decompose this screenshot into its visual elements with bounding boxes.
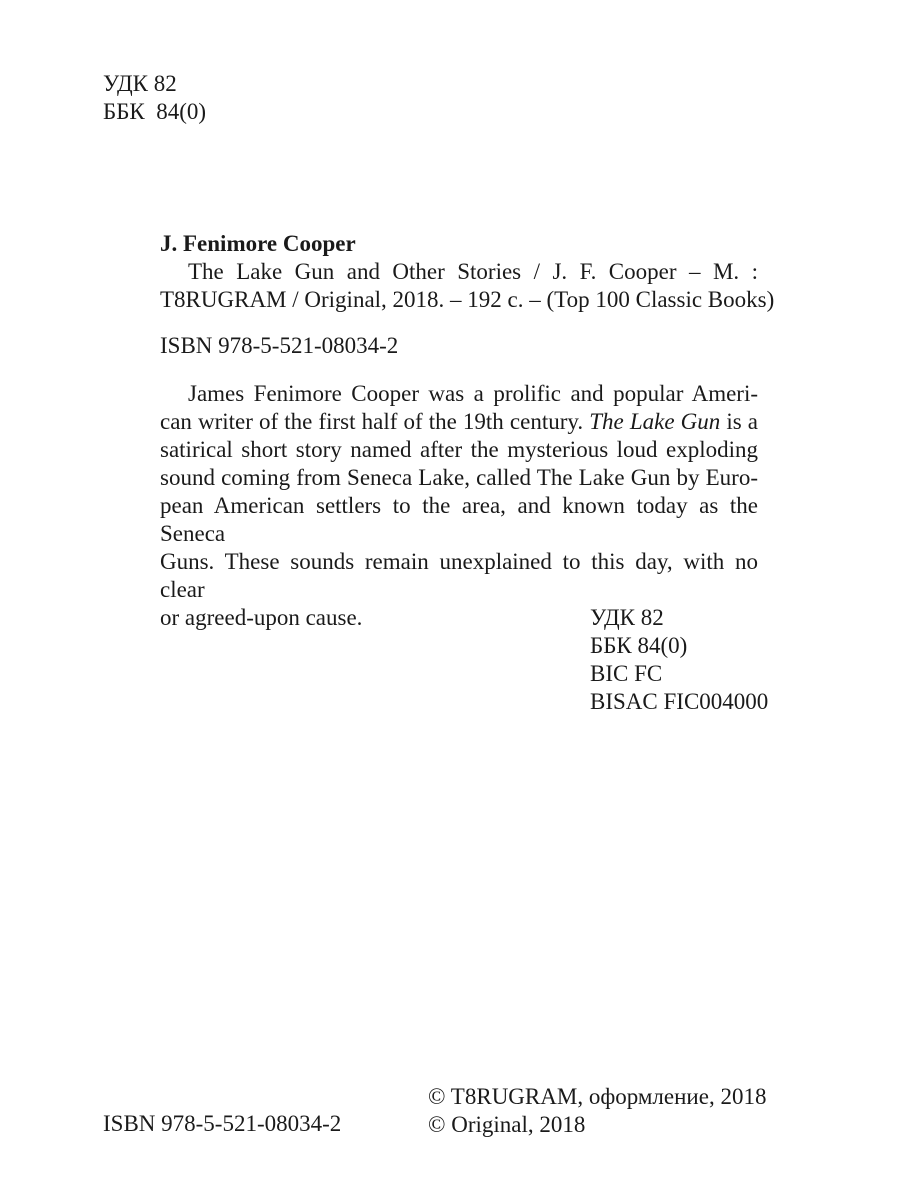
card-isbn: ISBN 978-5-521-08034-2 (160, 333, 399, 358)
annotation-line-5: pean American settlers to the area, and known today as the Seneca (160, 493, 758, 546)
annotation-line-7: or agreed-upon cause. (160, 605, 363, 630)
bisac-code: BISAC FIC004000 (590, 689, 769, 714)
udk-code-right: УДК 82 (590, 605, 664, 630)
annotation-line-2-end: is a (720, 409, 758, 434)
copyright-line-1: © T8RUGRAM, оформление, 2018 (428, 1084, 767, 1109)
catalog-card (160, 230, 775, 632)
bbk-code-right: ББК 84(0) (590, 633, 688, 658)
book-title-italic: The Lake Gun (589, 409, 721, 434)
footer-isbn (103, 1110, 341, 1138)
bbk-code: ББК 84(0) (103, 99, 207, 124)
annotation-line-1: James Fenimore Cooper was a prolific and popular Ameri- (188, 381, 758, 406)
annotation-line-3: satirical short story named after the mysterious loud exploding (160, 437, 758, 462)
udk-code: УДК 82 (103, 71, 177, 96)
author-name: J. Fenimore Cooper (160, 231, 356, 256)
top-classification-codes (103, 70, 206, 126)
annotation-line-4: sound coming from Seneca Lake, called The Lake Gun by Euro- (160, 465, 758, 490)
annotation-paragraph (160, 380, 758, 632)
annotation-line-2 (160, 408, 758, 436)
bic-code: BIC FC (590, 661, 663, 686)
footer-isbn-text: ISBN 978-5-521-08034-2 (103, 1111, 342, 1136)
copyright-block (428, 1083, 766, 1139)
right-classification-codes (590, 604, 768, 716)
copyright-line-2: © Original, 2018 (428, 1112, 586, 1137)
annotation-line-2-start: can writer of the first half of the 19th century. (160, 409, 590, 434)
annotation-line-6: Guns. These sounds remain unexplained to this day, with no clear (160, 549, 758, 602)
title-line-2: T8RUGRAM / Original, 2018. – 192 с. – (Top 100 Classic Books) (160, 287, 775, 312)
title-line-1: The Lake Gun and Other Stories / J. F. Cooper – M. : (188, 259, 758, 284)
